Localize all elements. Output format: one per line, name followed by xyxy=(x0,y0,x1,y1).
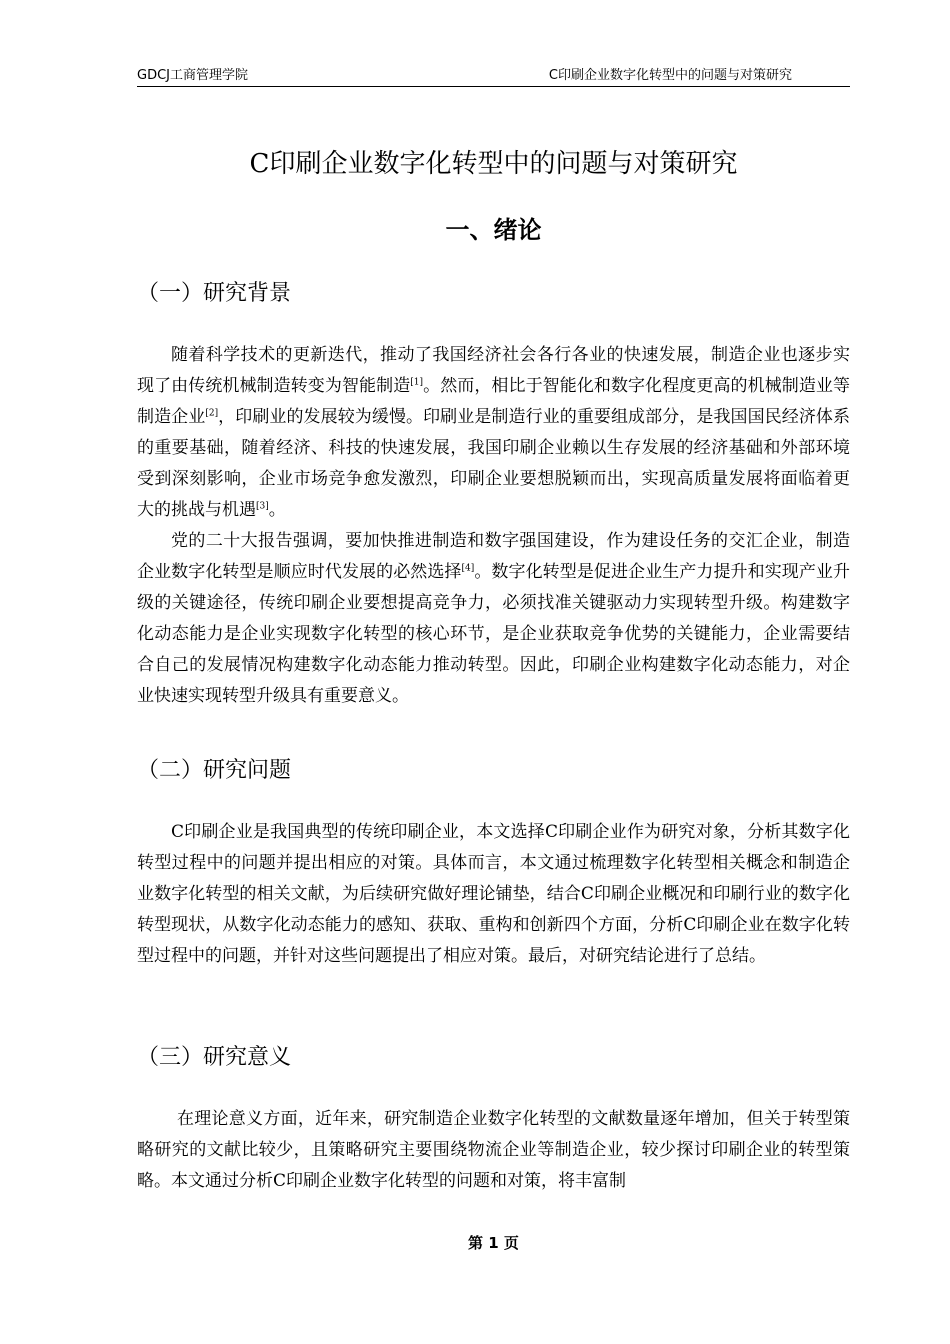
text-run: ，印刷业的发展较为缓慢。印刷业是制造行业的重要组成部分，是我国国民经济体系的重要基础，随着经济、科技的快速发展，我国印刷企业赖以生存发展的经济基础和外部环境受到深刻影响，企业市场竞争愈发激烈，印刷企业要想脱颖而出，实现高质量发展将面临着更大的挑战与机遇 xyxy=(137,407,851,520)
citation: [1] xyxy=(410,377,424,388)
section-heading-significance: （三）研究意义 xyxy=(137,1045,292,1070)
section-body-problem xyxy=(137,817,850,972)
page-number: 第 1 页 xyxy=(468,1234,519,1252)
chapter-heading: 一、绪论 xyxy=(445,216,542,244)
section-body-significance xyxy=(137,1104,850,1197)
text-run: 党的二十大报告强调，要加快推进制造和数字强国建设，作为建设任务的交汇企业，制造企业数字化转型是顺应时代发展的必然选择 xyxy=(137,531,850,582)
section-heading-background: （一）研究背景 xyxy=(137,281,292,306)
paper-title: C印刷企业数字化转型中的问题与对策研究 xyxy=(249,149,738,179)
paragraph: C印刷企业是我国典型的传统印刷企业，本文选择C印刷企业作为研究对象，分析其数字化转型过程中的问题并提出相应的对策。具体而言，本文通过梳理数字化转型相关概念和制造企业数字化转型的相关文献，为后续研究做好理论铺垫，结合C印刷企业概况和印刷行业的数字化转型现状，从数字化动态能力的感知、获取、重构和创新四个方面，分析C印刷企业在数字化转型过程中的问题，并针对这些问题提出了相应对策。最后，对研究结论进行了总结。 xyxy=(137,822,850,966)
section-body-background xyxy=(137,340,850,712)
paragraph: 在理论意义方面，近年来，研究制造企业数字化转型的文献数量逐年增加，但关于转型策略研究的文献比较少，且策略研究主要围绕物流企业等制造企业，较少探讨印刷企业的转型策略。本文通过分析C印刷企业数字化转型的问题和对策，将丰富制 xyxy=(137,1109,850,1191)
text-run: 随着科学技术的更新迭代，推动了我国经济社会各行各业的快速发展，制造企业也逐步实现了由传统机械制造转变为智能制造 xyxy=(137,345,850,396)
paragraph xyxy=(137,526,850,712)
header-paper-title: C印刷企业数字化转型中的问题与对策研究 xyxy=(548,68,792,83)
citation: [2] xyxy=(205,408,219,419)
text-run: 。 xyxy=(268,500,286,520)
citation: [3] xyxy=(256,501,269,512)
citation: [4] xyxy=(461,563,475,574)
text-run: 。数字化转型是促进企业生产力提升和实现产业升级的关键途径，传统印刷企业要想提高竞争力，必须找准关键驱动力实现转型升级。构建数字化动态能力是企业实现数字化转型的核心环节，是企业获取竞争优势的关键能力，企业需要结合自己的发展情况构建数字化动态能力推动转型。因此，印刷企业构建数字化动态能力，对企业快速实现转型升级具有重要意义。 xyxy=(137,562,851,706)
paragraph xyxy=(137,340,850,526)
page-header xyxy=(137,66,850,87)
section-heading-problem: （二）研究问题 xyxy=(137,758,292,783)
text-run: 。然而，相比于智能化和数字化程度更高的机械制造业等制造企业 xyxy=(137,376,851,427)
header-institution: GDCJ工商管理学院 xyxy=(137,68,248,83)
